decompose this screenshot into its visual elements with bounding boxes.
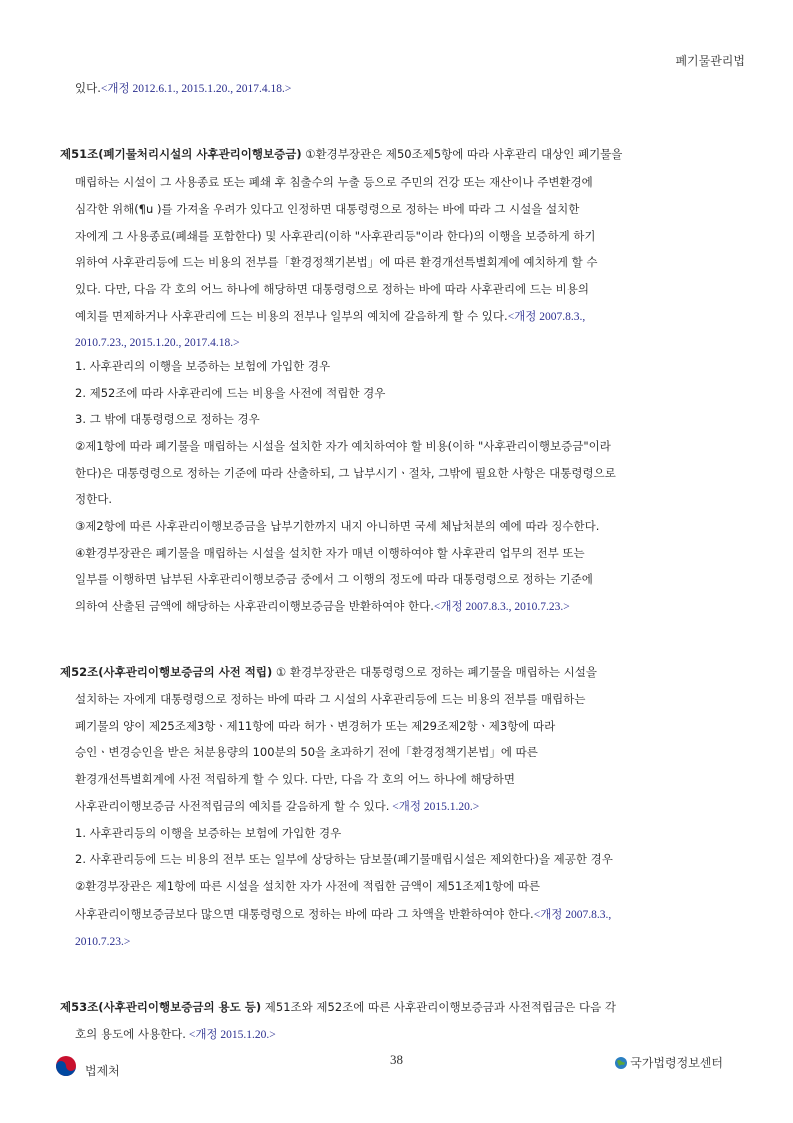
- text-line: 있다. 다만, 다음 각 호의 어느 하나에 해당하면 대통령령으로 정하는 바에 따라 사후관리에 드는 비용의: [75, 282, 589, 296]
- text-line: 사후관리이행보증금보다 많으면 대통령령으로 정하는 바에 따라 그 차액을 반환하여야 한다.<개정 2007.8.3.,: [75, 907, 612, 921]
- footer-right-label: 국가법령정보센터: [630, 1056, 723, 1070]
- text-line: 매립하는 시설이 그 사용종료 또는 폐쇄 후 침출수의 누출 등으로 주민의 건강 또는 재산이나 주변환경에: [75, 175, 593, 189]
- text-line: 폐기물의 양이 제25조제3항ㆍ제11항에 따라 허가ㆍ변경허가 또는 제29조제2항ㆍ제3항에 따라: [75, 719, 556, 733]
- amendment-note: 2010.7.23.>: [75, 936, 131, 948]
- amendment-note: <개정 2012.6.1., 2015.1.20., 2017.4.18.>: [100, 83, 292, 95]
- article-53-heading: 제53조(사후관리이행보증금의 용도 등) 제51조와 제52조에 따른 사후관리이행보증금과 사전적립금은 다음 각: [60, 1000, 616, 1014]
- text-line: ③제2항에 따른 사후관리이행보증금을 납부기한까지 내지 아니하면 국세 체납처분의 예에 따라 징수한다.: [75, 519, 600, 533]
- list-item: 1. 사후관리의 이행을 보증하는 보험에 가입한 경우: [75, 359, 331, 373]
- text-line: 정한다.: [75, 492, 112, 506]
- text-line: 예치를 면제하거나 사후관리에 드는 비용의 전부나 일부의 예치에 갈음하게 할 수 있다.<개정 2007.8.3.,: [75, 309, 586, 323]
- text-line: 호의 용도에 사용한다. <개정 2015.1.20.>: [75, 1027, 276, 1041]
- article-title: 제51조(폐기물처리시설의 사후관리이행보증금): [60, 147, 302, 161]
- text-line: ④환경부장관은 폐기물을 매립하는 시설을 설치한 자가 매년 이행하여야 할 사후관리 업무의 전부 또는: [75, 546, 585, 560]
- globe-icon: [614, 1056, 628, 1070]
- amendment-note: <개정 2015.1.20.>: [389, 801, 480, 813]
- text-line: 일부를 이행하면 납부된 사후관리이행보증금 중에서 그 이행의 정도에 따라 대통령령으로 정하는 기준에: [75, 572, 593, 586]
- amendment-note: 2010.7.23., 2015.1.20., 2017.4.18.>: [75, 337, 240, 349]
- list-item: 1. 사후관리등의 이행을 보증하는 보험에 가입한 경우: [75, 826, 342, 840]
- text-line: 사후관리이행보증금 사전적립금의 예치를 갈음하게 할 수 있다. <개정 2015.1.20.>: [75, 799, 480, 813]
- article-52-heading: 제52조(사후관리이행보증금의 사전 적립) ① 환경부장관은 대통령령으로 정하는 폐기물을 매립하는 시설을: [60, 665, 597, 679]
- amendment-note: <개정 2007.8.3.,: [507, 311, 586, 323]
- page-number: 38: [390, 1052, 403, 1067]
- amendment-note: <개정 2007.8.3., 2010.7.23.>: [433, 601, 570, 613]
- text-line: ②제1항에 따라 폐기물을 매립하는 시설을 설치한 자가 예치하여야 할 비용(이하 "사후관리이행보증금"이라: [75, 439, 611, 453]
- text-line: 설치하는 자에게 대통령령으로 정하는 바에 따라 그 시설의 사후관리등에 드는 비용의 전부를 매립하는: [75, 692, 586, 706]
- text-line: 위하여 사후관리등에 드는 비용의 전부를「환경정책기본법」에 따른 환경개선특별회계에 예치하게 할 수: [75, 255, 598, 269]
- text-line: 있다.<개정 2012.6.1., 2015.1.20., 2017.4.18.>: [75, 81, 292, 95]
- amendment-note: <개정 2007.8.3.,: [533, 909, 612, 921]
- amendment-note: <개정 2015.1.20.>: [185, 1029, 276, 1041]
- text-line: 자에게 그 사용종료(폐쇄를 포함한다) 및 사후관리(이하 "사후관리등"이라 한다)의 이행을 보증하게 하기: [75, 229, 596, 243]
- list-item: 2. 사후관리등에 드는 비용의 전부 또는 일부에 상당하는 담보물(폐기물매립시설은 제외한다)을 제공한 경우: [75, 852, 613, 866]
- text-line: 의하여 산출된 금액에 해당하는 사후관리이행보증금을 반환하여야 한다.<개정 2007.8.3., 2010.7.23.>: [75, 599, 570, 613]
- footer-left-label: 법제처: [85, 1064, 120, 1078]
- law-title-header: 폐기물관리법: [675, 54, 745, 68]
- text-line: ②환경부장관은 제1항에 따른 시설을 설치한 자가 사전에 적립한 금액이 제51조제1항에 따른: [75, 879, 540, 893]
- text-line: 환경개선특별회계에 사전 적립하게 할 수 있다. 다만, 다음 각 호의 어느 하나에 해당하면: [75, 772, 515, 786]
- text-line: [75, 334, 240, 351]
- list-item: 3. 그 밖에 대통령령으로 정하는 경우: [75, 412, 260, 426]
- text-line: [75, 933, 130, 950]
- text-line: 한다)은 대통령령으로 정하는 기준에 따라 산출하되, 그 납부시기ㆍ절차, 그밖에 필요한 사항은 대통령령으로: [75, 466, 616, 480]
- text-line: 승인ㆍ변경승인을 받은 처분용량의 100분의 50을 초과하기 전에「환경정책기본법」에 따른: [75, 745, 538, 759]
- article-title: 제52조(사후관리이행보증금의 사전 적립): [60, 665, 273, 679]
- article-title: 제53조(사후관리이행보증금의 용도 등): [60, 1000, 262, 1014]
- list-item: 2. 제52조에 따라 사후관리에 드는 비용을 사전에 적립한 경우: [75, 386, 386, 400]
- article-51-heading: 제51조(폐기물처리시설의 사후관리이행보증금) ①환경부장관은 제50조제5항에 따라 사후관리 대상인 폐기물을: [60, 147, 623, 161]
- page-footer: [0, 1052, 793, 1082]
- law-info-center-logo: [614, 1054, 723, 1071]
- text-line: 심각한 위해(¶u )를 가져올 우려가 있다고 인정하면 대통령령으로 정하는 바에 따라 그 시설을 설치한: [75, 202, 580, 216]
